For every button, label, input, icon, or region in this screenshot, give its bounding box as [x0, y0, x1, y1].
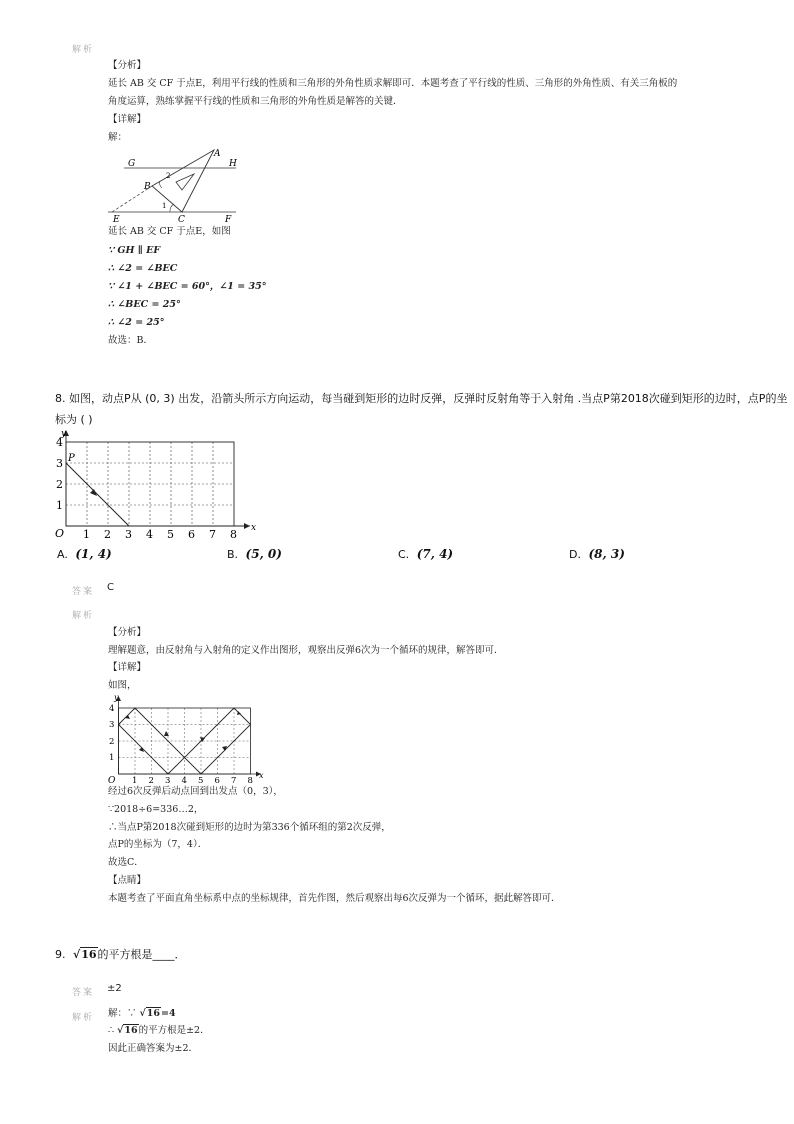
fenxi-text-q8: 理解题意，由反射角与入射角的定义作出图形，观察出反弹6次为一个循环的规律，解答即可． [108, 645, 504, 656]
q9-line1-radicand: 16 [146, 1008, 161, 1019]
svg-text:3: 3 [56, 457, 63, 470]
option-a-value: (1, 4) [75, 547, 112, 561]
q9-line1 [108, 1007, 176, 1021]
y-tick-labels [56, 436, 63, 512]
svg-text:4: 4 [181, 776, 187, 784]
y-label: y [61, 429, 67, 439]
jiexi-label-q9: 解析 [72, 1013, 95, 1023]
q9-line2-pre: ∴ [108, 1025, 115, 1036]
option-d-value: (8, 3) [588, 547, 625, 561]
p-label: P [68, 453, 75, 464]
xiangjie-heading-q8: 【详解】 [108, 662, 147, 673]
x-tick-labels [83, 528, 237, 540]
jiexi-label-q8: 解析 [72, 611, 95, 621]
label-g: G [128, 159, 136, 169]
svg-text:6: 6 [214, 776, 220, 784]
option-d[interactable] [569, 547, 625, 561]
svg-text:2: 2 [109, 737, 115, 747]
svg-text:2: 2 [148, 776, 154, 784]
q9-line1-pre: 解：∵ [108, 1008, 137, 1019]
q9-stem-rest: 的平方根是____． [97, 948, 186, 961]
grid-lines-2 [119, 708, 251, 774]
q9-line2-radicand: 16 [124, 1025, 138, 1036]
path-segment [66, 463, 129, 526]
answer-q8: C [107, 582, 114, 593]
q9-line2-radical: √16 [117, 1025, 138, 1036]
q9-line1-radical: √16 [139, 1008, 161, 1019]
option-c[interactable] [398, 547, 453, 561]
svg-text:4: 4 [56, 436, 63, 449]
svg-text:5: 5 [167, 528, 174, 540]
q8-stem-line1: 8. 如图，动点P从 (0, 3) 出发，沿箭头所示方向运动，每当碰到矩形的边时反弹，反弹时反射角等于入射角 .当点P第2018次碰到矩形的边时，点P的坐 [55, 392, 788, 405]
jiexi-label-q7: 解析 [72, 45, 95, 55]
fenxi-line1-q7: 延长 AB 交 CF 于点E，利用平行线的性质和三角形的外角性质求解即可．本题考查了平行线的性质、三角形的外角性质、有关三角板的 [108, 78, 678, 89]
q7-triangle-figure [104, 146, 244, 224]
label-2: 2 [166, 172, 171, 180]
svg-text:1: 1 [56, 499, 63, 512]
detail2-q8: ∵2018÷6=336…2， [108, 804, 204, 815]
option-b-value: (5, 0) [245, 547, 282, 561]
origin-label: O [55, 527, 65, 540]
detail4-q8: 点P的坐标为（7，4）． [108, 839, 208, 850]
fenxi-heading-q8: 【分析】 [108, 627, 147, 638]
q9-line2-post: 的平方根是±2． [138, 1025, 210, 1036]
option-b[interactable] [227, 547, 282, 561]
q9-stem [55, 946, 186, 962]
svg-text:2: 2 [56, 478, 63, 491]
step1-q7: 延长 AB 交 CF 于点E，如图 [108, 226, 231, 237]
svg-text:2: 2 [104, 528, 111, 540]
label-b: B [144, 182, 151, 192]
label-f: F [225, 215, 232, 224]
q9-line2 [108, 1024, 210, 1038]
svg-text:1: 1 [83, 528, 90, 540]
step5-q7: ∴ ∠BEC = 25° [108, 299, 181, 310]
x-tick-labels-2 [132, 776, 253, 784]
label-e: E [113, 215, 120, 224]
rutu-q8: 如图， [108, 680, 137, 691]
fenxi-line2-q7: 角度运算，熟练掌握平行线的性质和三角形的外角性质是解答的关键． [108, 96, 403, 107]
svg-text:6: 6 [188, 528, 195, 540]
q8-solution-graph [104, 690, 268, 784]
label-1: 1 [162, 202, 167, 210]
y-tick-labels-2 [109, 704, 114, 763]
step2-q7: ∵ GH ∥ EF [108, 245, 161, 256]
detail3-q8: ∴当点P第2018次碰到矩形的边时为第336个循环组的第2次反弹， [108, 822, 391, 833]
option-c-value: (7, 4) [416, 547, 454, 561]
svg-text:4: 4 [109, 704, 115, 714]
q9-radical: √16 [73, 948, 97, 961]
q9-number: 9. [55, 948, 66, 961]
answer-q9: ±2 [107, 983, 122, 994]
option-b-letter: B. [227, 548, 239, 561]
svg-text:7: 7 [209, 528, 216, 540]
inner-triangle [176, 174, 194, 190]
grid-lines [66, 442, 234, 526]
label-a: A [214, 149, 221, 159]
step3-q7: ∴ ∠2 = ∠BEC [108, 263, 178, 274]
svg-text:3: 3 [125, 528, 132, 540]
daan-label-q8: 答案 [72, 587, 95, 597]
q9-line1-post: =4 [161, 1008, 176, 1019]
option-d-letter: D. [569, 548, 581, 561]
step4-q7: ∵ ∠1 + ∠BEC = 60°，∠1 = 35° [108, 281, 267, 292]
option-a-letter: A. [57, 548, 68, 561]
x-label: x [251, 523, 257, 533]
label-c: C [178, 215, 185, 224]
choose-q7: 故选：B． [108, 335, 153, 346]
svg-text:3: 3 [165, 776, 171, 784]
svg-text:8: 8 [230, 528, 237, 540]
svg-text:7: 7 [231, 776, 237, 784]
svg-text:1: 1 [132, 776, 138, 784]
q9-radicand: 16 [81, 948, 97, 961]
detail1-q8: 经过6次反弹后动点回到出发点（0，3）， [108, 786, 283, 797]
origin-label-2: O [108, 776, 116, 784]
q8-graph [54, 426, 260, 540]
jie-q7: 解： [108, 132, 128, 143]
svg-text:8: 8 [247, 776, 253, 784]
dianjing-heading-q8: 【点睛】 [108, 875, 147, 886]
detail5-q8: 故选C． [108, 857, 144, 868]
q8-stem-line2: 标为 ( ) [55, 413, 93, 426]
xiangjie-heading-q7: 【详解】 [108, 114, 147, 125]
option-a[interactable] [57, 547, 112, 561]
q9-line3: 因此正确答案为±2． [108, 1043, 199, 1054]
dianjing-text-q8: 本题考查了平面直角坐标系中点的坐标规律，首先作图，然后观察出每6次反弹为一个循环，据此解答即可． [108, 893, 561, 904]
svg-text:3: 3 [109, 720, 115, 730]
svg-text:5: 5 [198, 776, 204, 784]
x-label-2: x [259, 771, 264, 780]
svg-text:1: 1 [109, 753, 115, 763]
step6-q7: ∴ ∠2 = 25° [108, 317, 165, 328]
fenxi-heading-q7: 【分析】 [108, 60, 147, 71]
svg-text:4: 4 [146, 528, 153, 540]
label-h: H [229, 159, 237, 169]
y-label-2: y [114, 693, 119, 702]
daan-label-q9: 答案 [72, 988, 95, 998]
option-c-letter: C. [398, 548, 410, 561]
